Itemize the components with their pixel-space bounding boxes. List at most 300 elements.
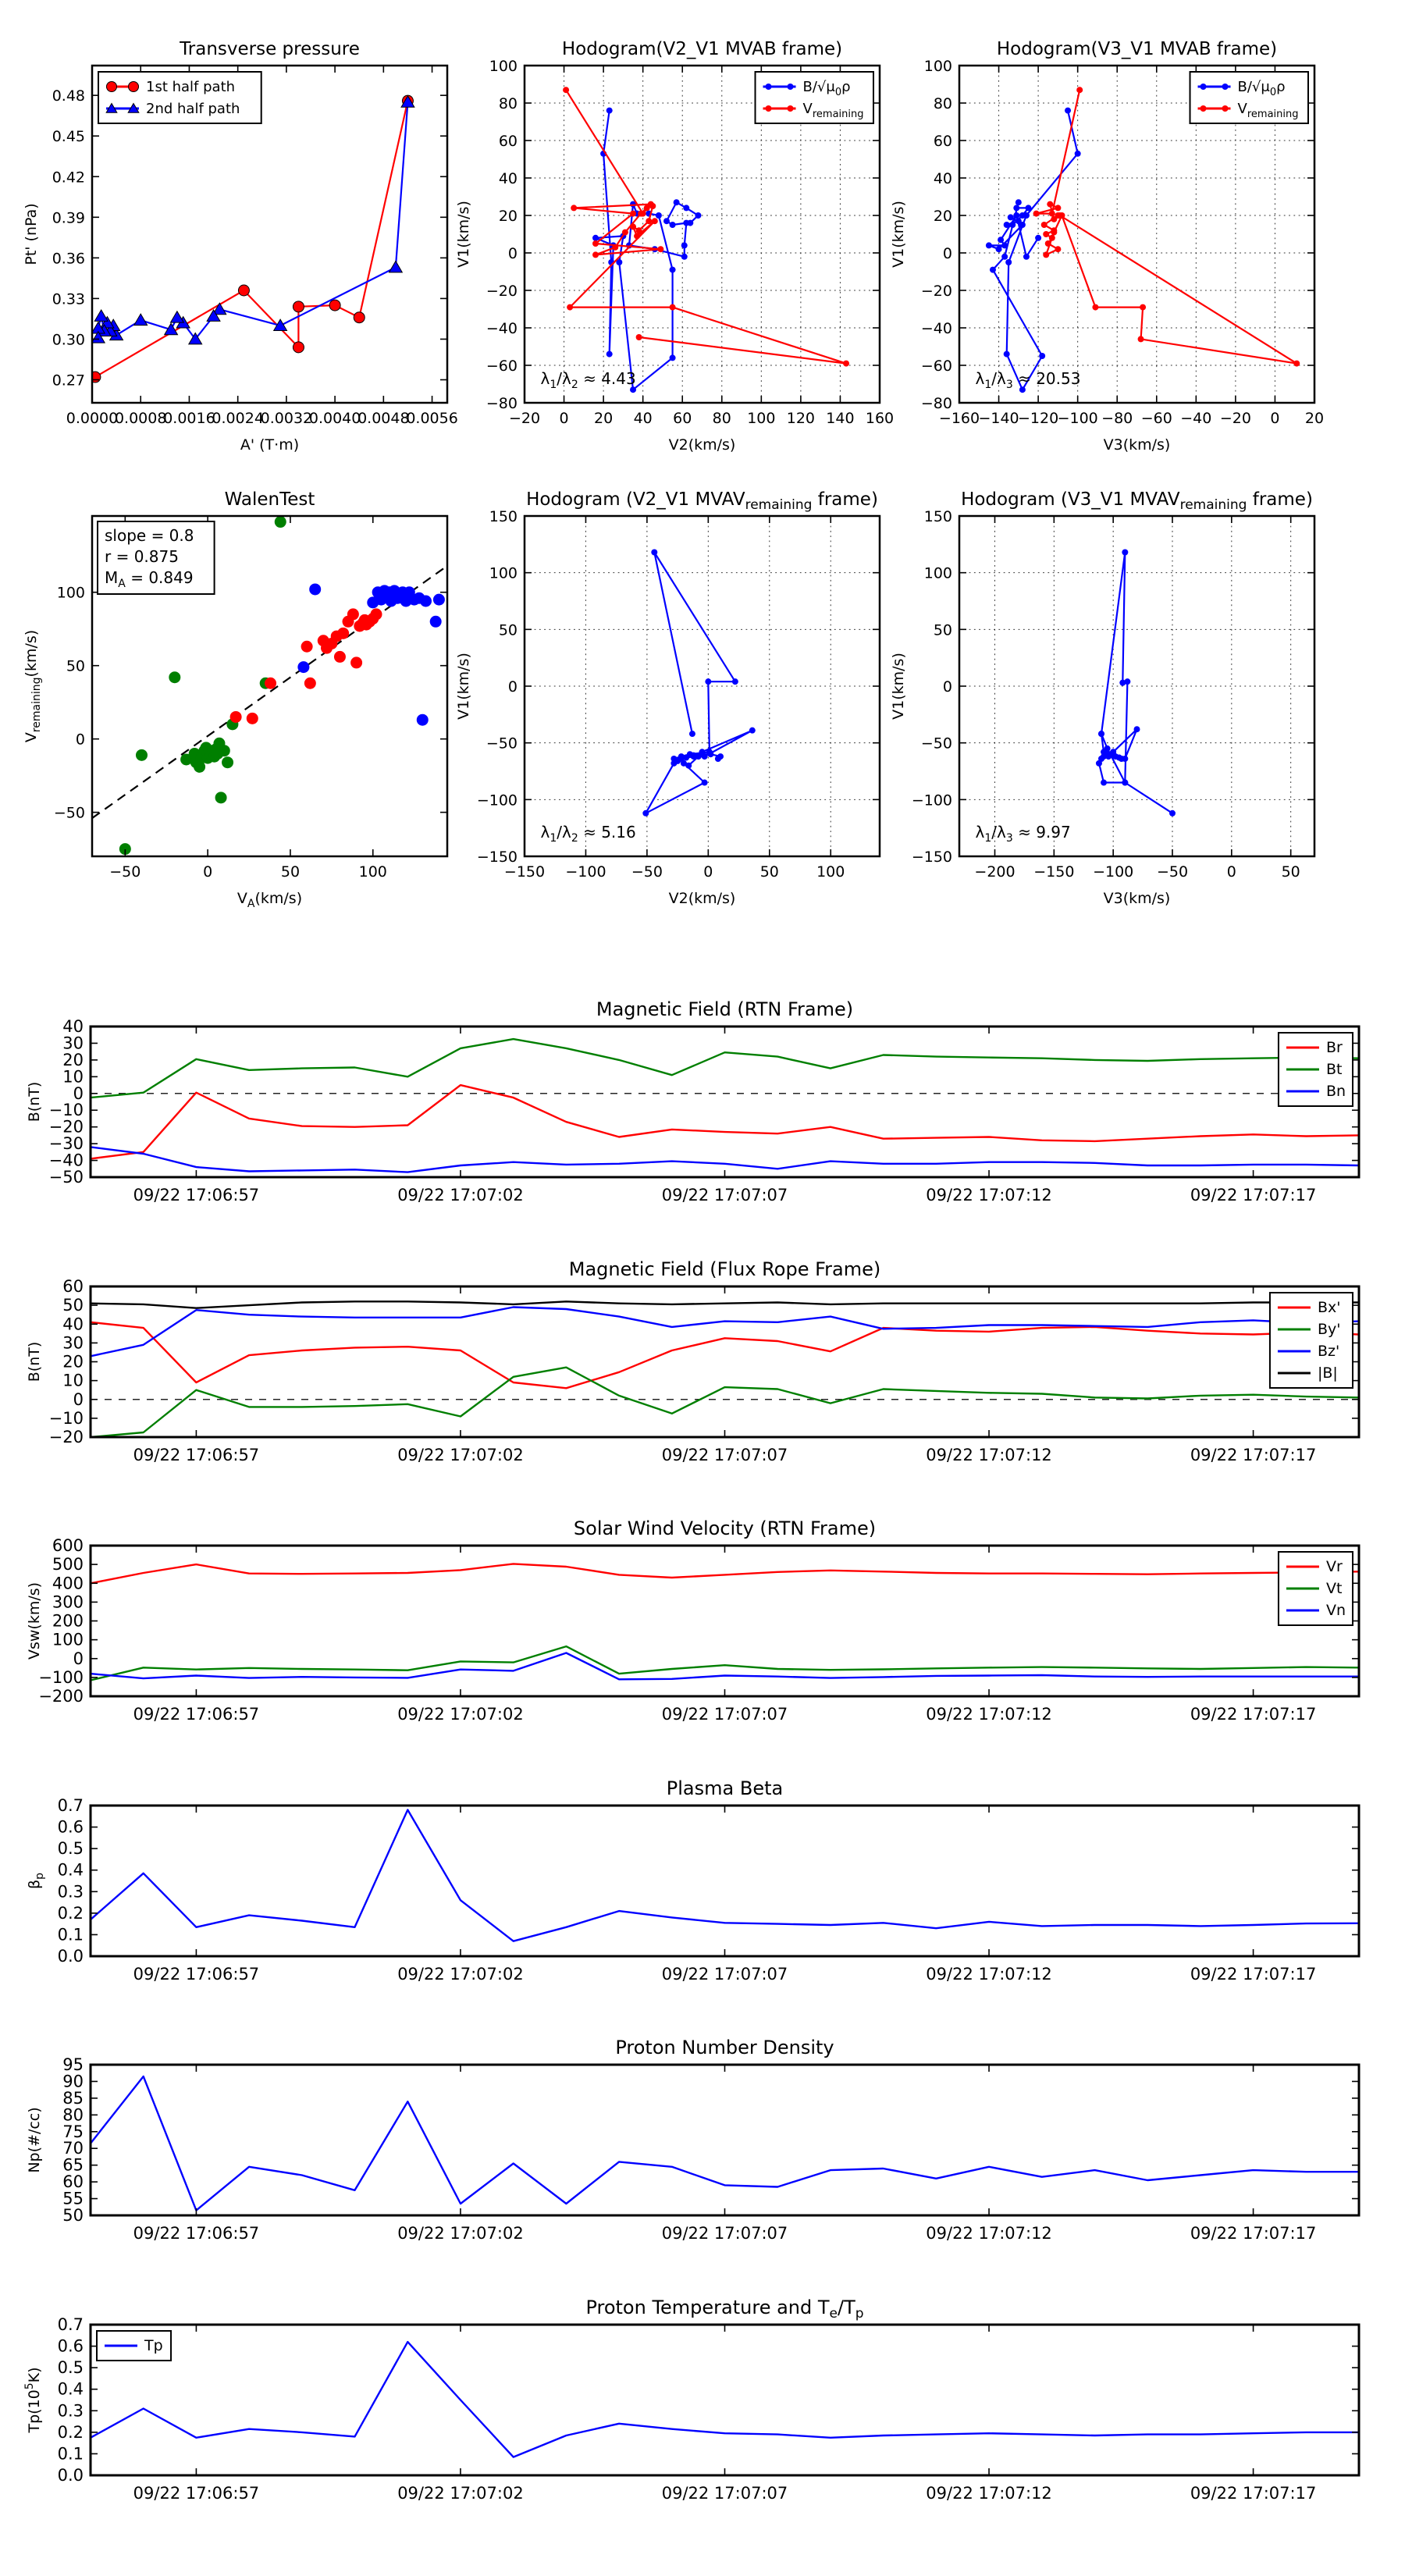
marker-dot <box>715 756 721 762</box>
marker-dot <box>670 354 676 361</box>
marker-dot <box>1138 336 1144 342</box>
marker-scatter <box>347 608 359 620</box>
marker-dot <box>1043 231 1049 237</box>
x-tick-label: 09/22 17:07:02 <box>397 1186 524 1204</box>
marker-dot <box>657 246 663 252</box>
x-tick-label: 09/22 17:07:07 <box>661 2484 788 2503</box>
y-tick-label: 20 <box>498 208 518 225</box>
marker-dot <box>1009 222 1016 228</box>
marker-dot <box>656 212 662 219</box>
marker-dot <box>630 223 636 229</box>
marker-dot <box>695 212 701 219</box>
marker-dot <box>1016 199 1022 205</box>
x-tick-label: 0 <box>1226 863 1236 881</box>
marker-scatter <box>433 594 445 606</box>
marker-dot <box>592 235 599 241</box>
marker-dot <box>644 205 650 211</box>
series-Bt <box>91 1039 1359 1098</box>
x-tick-label: 0.0040 <box>308 410 361 427</box>
x-tick-label: −100 <box>565 863 606 881</box>
marker-dot <box>1098 731 1104 737</box>
marker-dot <box>630 211 636 217</box>
y-tick-label: 0.2 <box>57 2422 84 2442</box>
series-V remaining <box>1037 90 1297 363</box>
x-tick-label: 09/22 17:07:07 <box>661 1705 788 1724</box>
y-tick-label: 0.6 <box>57 1817 84 1837</box>
axes-frame <box>91 1806 1359 1956</box>
chart-hodogram-v2v1-mvab <box>455 39 894 454</box>
y-tick-label: −20 <box>48 1117 84 1137</box>
marker-dot <box>670 760 677 767</box>
marker-dot <box>1051 229 1057 236</box>
marker-triangle <box>134 314 148 325</box>
lambda-annotation: $\lambda_1/\lambda_2 \approx 5.16$ <box>540 823 636 845</box>
hodogram-v3v1-mvab-xlabel: V3(km/s) <box>1103 436 1171 454</box>
x-tick-label: −80 <box>1101 410 1133 427</box>
chart-magnetic-field-fluxrope <box>26 1258 1359 1464</box>
marker-triangle <box>389 262 402 272</box>
hodogram-v2v1-mvav-title: Hodogram (V2_V1 $MVAV_{remaining}$ frame) <box>526 489 878 513</box>
y-tick-label: −50 <box>48 1168 84 1187</box>
x-tick-label: −200 <box>974 863 1016 881</box>
marker-scatter <box>301 641 313 653</box>
y-tick-label: 0.0 <box>57 2466 84 2485</box>
marker-dot <box>678 756 685 762</box>
hodogram-v2v1-mvab-xlabel: V2(km/s) <box>668 436 736 454</box>
chart-hodogram-v3v1-mvab <box>890 39 1324 454</box>
proton-density-ylabel: Np(#/cc) <box>26 2107 43 2173</box>
legend-label: Tp <box>144 2337 163 2354</box>
marker-circle <box>107 82 117 92</box>
marker-dot <box>691 753 697 760</box>
marker-circle <box>293 301 304 312</box>
x-tick-label: 09/22 17:07:17 <box>1190 1186 1317 1204</box>
x-tick-label: 09/22 17:06:57 <box>133 2484 260 2503</box>
marker-triangle <box>94 310 108 321</box>
x-tick-label: −100 <box>1057 410 1098 427</box>
marker-scatter <box>304 678 316 689</box>
y-tick-label: −80 <box>486 395 518 412</box>
y-tick-label: 0.5 <box>57 1839 84 1859</box>
x-tick-label: 100 <box>816 863 845 881</box>
transverse-pressure-xlabel: A' (T·m) <box>240 436 300 454</box>
marker-dot <box>749 728 756 734</box>
marker-dot <box>732 678 738 685</box>
hodogram-v2v1-mvab-title: Hodogram(V2_V1 MVAB frame) <box>561 39 843 59</box>
x-tick-label: 09/22 17:07:12 <box>926 2484 1052 2503</box>
axes-frame <box>91 1546 1359 1696</box>
magnetic-field-fluxrope-ylabel: B(nT) <box>26 1341 43 1382</box>
hodogram-v2v1-mvav-ylabel: V1(km/s) <box>455 653 472 720</box>
x-tick-label: 50 <box>1281 863 1300 881</box>
marker-scatter <box>417 714 429 726</box>
x-tick-label: 0 <box>203 863 213 881</box>
y-tick-label: 0 <box>942 245 952 262</box>
x-tick-label: 50 <box>759 863 779 881</box>
y-tick-label: 0.7 <box>57 1796 84 1815</box>
marker-scatter <box>430 616 442 628</box>
x-tick-label: 09/22 17:07:07 <box>661 1446 788 1464</box>
x-tick-label: −160 <box>938 410 980 427</box>
marker-dot <box>1023 254 1030 260</box>
marker-dot <box>670 267 676 273</box>
y-tick-label: 100 <box>52 1630 84 1649</box>
chart-plasma-beta <box>26 1777 1359 1984</box>
y-tick-label: 0.0 <box>57 1947 84 1966</box>
marker-dot <box>687 220 693 226</box>
marker-circle <box>354 312 365 323</box>
legend-label: 1st half path <box>146 79 236 95</box>
y-tick-label: 80 <box>933 95 952 112</box>
x-tick-label: −50 <box>1156 863 1189 881</box>
legend <box>1279 1033 1353 1106</box>
marker-scatter <box>222 756 233 768</box>
marker-dot <box>990 267 996 273</box>
x-tick-label: 09/22 17:07:12 <box>926 2224 1052 2243</box>
solar-wind-velocity-title: Solar Wind Velocity (RTN Frame) <box>573 1517 877 1539</box>
legend-label: Vr <box>1325 1558 1343 1575</box>
y-tick-label: 70 <box>62 2139 84 2158</box>
marker-dot <box>996 246 1002 252</box>
y-tick-label: 30 <box>62 1034 84 1053</box>
y-tick-label: 150 <box>923 508 952 525</box>
series-Bx' <box>91 1322 1359 1389</box>
marker-dot <box>1140 304 1146 311</box>
marker-dot <box>689 731 695 737</box>
y-tick-label: 50 <box>498 621 518 639</box>
chart-proton-density <box>26 2037 1359 2243</box>
solar-wind-velocity-ylabel: Vsw(km/s) <box>26 1582 43 1660</box>
y-tick-label: 50 <box>66 657 85 675</box>
marker-dot <box>1041 222 1048 228</box>
chart-solar-wind-velocity <box>26 1517 1359 1724</box>
marker-dot <box>642 810 649 817</box>
y-tick-label: 0 <box>507 245 518 262</box>
marker-dot <box>1033 211 1040 217</box>
y-tick-label: 0 <box>75 731 85 749</box>
axes-frame <box>91 1286 1359 1437</box>
marker-dot <box>766 84 772 90</box>
marker-dot <box>1049 235 1055 241</box>
y-tick-label: −40 <box>48 1151 84 1170</box>
y-tick-label: −150 <box>476 849 518 866</box>
marker-dot <box>1122 780 1128 786</box>
x-tick-label: −50 <box>631 863 663 881</box>
y-tick-label: −20 <box>486 283 518 300</box>
marker-dot <box>1076 87 1083 93</box>
lambda-annotation: $\lambda_1/\lambda_3 \approx 9.97$ <box>975 823 1071 845</box>
series-Tp <box>91 2342 1359 2457</box>
y-tick-label: 100 <box>923 58 952 75</box>
x-tick-label: 09/22 17:07:17 <box>1190 1446 1317 1464</box>
x-tick-label: 09/22 17:07:17 <box>1190 2224 1317 2243</box>
marker-dot <box>1008 214 1014 220</box>
x-tick-label: 09/22 17:07:12 <box>926 1705 1052 1724</box>
magnetic-field-rtn-ylabel: B(nT) <box>26 1081 43 1123</box>
x-tick-label: −140 <box>978 410 1019 427</box>
y-tick-label: 0.3 <box>57 1882 84 1902</box>
marker-dot <box>1124 678 1130 685</box>
y-tick-label: 0.7 <box>57 2315 84 2334</box>
series-V remaining <box>1099 553 1172 813</box>
proton-density-title: Proton Number Density <box>615 2037 834 2058</box>
marker-dot <box>1134 726 1140 732</box>
x-tick-label: 0 <box>1270 410 1280 427</box>
y-tick-label: −50 <box>920 735 952 753</box>
marker-dot <box>1293 361 1300 367</box>
y-tick-label: 100 <box>489 564 518 582</box>
y-tick-label: 20 <box>933 208 952 225</box>
marker-dot <box>649 203 656 209</box>
y-tick-label: 400 <box>52 1574 84 1593</box>
y-tick-label: −100 <box>911 792 952 809</box>
y-tick-label: −20 <box>48 1428 84 1446</box>
y-tick-label: −50 <box>486 735 518 753</box>
x-tick-label: 09/22 17:07:12 <box>926 1446 1052 1464</box>
y-tick-label: 0.27 <box>52 372 85 390</box>
lambda-annotation: $\lambda_1/\lambda_3 \approx 20.53$ <box>975 369 1081 392</box>
marker-dot <box>1075 151 1081 157</box>
marker-dot <box>651 550 657 556</box>
marker-dot <box>788 84 794 90</box>
y-tick-label: 50 <box>933 621 952 639</box>
x-tick-label: 0 <box>559 410 569 427</box>
x-tick-label: 20 <box>594 410 614 427</box>
chart-magnetic-field-rtn <box>26 998 1359 1204</box>
x-tick-label: 100 <box>747 410 776 427</box>
marker-scatter <box>420 596 432 607</box>
lambda-annotation: $\lambda_1/\lambda_2 \approx 4.43$ <box>540 369 636 392</box>
x-tick-label: 0.0056 <box>406 410 458 427</box>
y-tick-label: −50 <box>53 804 85 822</box>
y-tick-label: 75 <box>62 2122 84 2141</box>
x-tick-label: −40 <box>1180 410 1212 427</box>
y-tick-label: 0.45 <box>52 128 85 146</box>
legend <box>756 72 873 123</box>
y-tick-label: 100 <box>56 584 85 602</box>
y-tick-label: 90 <box>62 2072 84 2091</box>
x-tick-label: 09/22 17:06:57 <box>133 2224 260 2243</box>
marker-dot <box>636 334 642 340</box>
marker-dot <box>652 218 658 224</box>
y-tick-label: 100 <box>923 564 952 582</box>
marker-dot <box>683 205 689 211</box>
marker-dot <box>1019 212 1026 219</box>
x-tick-label: 09/22 17:07:02 <box>397 2224 524 2243</box>
x-tick-label: 09/22 17:07:12 <box>926 1965 1052 1984</box>
legend-label: |B| <box>1317 1364 1338 1382</box>
marker-scatter <box>337 628 349 639</box>
x-tick-label: 0.0016 <box>163 410 215 427</box>
y-tick-label: 85 <box>62 2088 84 2108</box>
series-B/sqrt(mu0 rho) <box>989 111 1078 390</box>
marker-dot <box>1101 780 1107 786</box>
magnetic-field-rtn-title: Magnetic Field (RTN Frame) <box>596 998 854 1020</box>
marker-dot <box>1200 105 1207 112</box>
marker-dot <box>592 240 599 247</box>
stats-line: r = 0.875 <box>105 547 179 566</box>
axes-frame <box>91 2065 1359 2215</box>
y-tick-label: 0.1 <box>57 2444 84 2464</box>
x-tick-label: 80 <box>712 410 731 427</box>
y-tick-label: −30 <box>48 1134 84 1154</box>
y-tick-label: 80 <box>498 95 518 112</box>
hodogram-v3v1-mvab-title: Hodogram(V3_V1 MVAB frame) <box>996 39 1278 59</box>
marker-dot <box>1200 84 1207 90</box>
axes-frame <box>91 2325 1359 2475</box>
series-2nd half path <box>98 102 408 340</box>
x-tick-label: −150 <box>503 863 546 881</box>
marker-dot <box>1096 760 1102 767</box>
x-tick-label: −100 <box>1093 863 1134 881</box>
y-tick-label: 600 <box>52 1536 84 1555</box>
y-tick-label: −10 <box>48 1101 84 1120</box>
series-Np <box>91 2076 1359 2211</box>
y-tick-label: 0.42 <box>52 169 85 187</box>
marker-dot <box>1049 211 1055 217</box>
hodogram-v3v1-mvav-xlabel: V3(km/s) <box>1103 890 1171 907</box>
x-tick-label: 09/22 17:07:02 <box>397 1965 524 1984</box>
legend <box>1279 1552 1353 1625</box>
y-tick-label: 0 <box>73 1083 84 1103</box>
marker-dot <box>1019 222 1026 228</box>
marker-dot <box>1122 550 1128 556</box>
x-tick-label: 0.0032 <box>260 410 313 427</box>
chart-hodogram-v2v1-mvav <box>455 489 880 907</box>
chart-hodogram-v3v1-mvav <box>890 489 1314 907</box>
y-tick-label: −100 <box>476 792 518 809</box>
legend-label: Vn <box>1325 1602 1346 1619</box>
x-tick-label: −20 <box>1219 410 1251 427</box>
y-tick-label: 0.1 <box>57 1925 84 1944</box>
legend <box>1190 72 1308 123</box>
x-tick-label: 140 <box>826 410 855 427</box>
x-tick-label: 09/22 17:07:17 <box>1190 1705 1317 1724</box>
series-beta p <box>91 1810 1359 1941</box>
legend-label: $B/√\mu_0\rho$ <box>802 79 851 98</box>
marker-dot <box>1045 240 1051 247</box>
y-tick-label: 50 <box>62 2206 84 2225</box>
y-tick-label: 0.3 <box>57 2401 84 2421</box>
y-tick-label: 0.5 <box>57 2358 84 2378</box>
marker-dot <box>1122 756 1128 762</box>
marker-dot <box>1043 251 1049 258</box>
marker-dot <box>702 780 708 786</box>
x-tick-label: 09/22 17:07:07 <box>661 1186 788 1204</box>
chart-transverse-pressure <box>23 39 458 454</box>
marker-dot <box>986 242 992 248</box>
x-tick-label: 0.0000 <box>66 410 119 427</box>
x-tick-label: 0.0024 <box>212 410 264 427</box>
series-|B| <box>91 1301 1359 1308</box>
legend-label: $V_{remaining}$ <box>802 101 864 120</box>
y-tick-label: 30 <box>62 1333 84 1353</box>
legend-label: Bn <box>1325 1083 1346 1100</box>
legend-label: $B/√\mu_0\rho$ <box>1237 79 1286 98</box>
marker-scatter <box>230 711 242 723</box>
y-tick-label: 0.30 <box>52 331 85 349</box>
marker-dot <box>1005 259 1012 265</box>
x-tick-label: 40 <box>633 410 653 427</box>
marker-dot <box>646 218 652 224</box>
marker-dot <box>1055 246 1061 252</box>
walen-test-xlabel: $V_A(km/s)$ <box>237 890 303 910</box>
stats-line: slope = 0.8 <box>105 526 194 545</box>
marker-dot <box>674 199 680 205</box>
proton-temperature-title: Proton Temperature and $T_e/T_p$ <box>585 2297 864 2322</box>
hodogram-v3v1-mvab-ylabel: V1(km/s) <box>890 201 907 268</box>
marker-dot <box>1001 242 1008 248</box>
marker-dot <box>1025 205 1031 211</box>
y-tick-label: 0.6 <box>57 2336 84 2356</box>
marker-scatter <box>169 671 180 683</box>
marker-dot <box>843 361 849 367</box>
marker-dot <box>638 211 644 217</box>
y-tick-label: −60 <box>486 358 518 375</box>
y-tick-label: 0.36 <box>52 250 85 268</box>
marker-dot <box>1047 201 1053 208</box>
y-tick-label: −60 <box>920 358 952 375</box>
x-tick-label: 160 <box>865 410 895 427</box>
marker-dot <box>1092 304 1098 311</box>
marker-dot <box>1001 254 1008 260</box>
y-tick-label: 60 <box>62 1277 84 1296</box>
marker-scatter <box>297 661 309 673</box>
marker-dot <box>1035 235 1041 241</box>
y-tick-label: 50 <box>62 1296 84 1315</box>
x-tick-label: 0.0048 <box>357 410 410 427</box>
marker-dot <box>1013 205 1019 211</box>
x-tick-label: −120 <box>1018 410 1059 427</box>
marker-dot <box>766 105 772 112</box>
marker-scatter <box>309 583 321 595</box>
x-tick-label: 0 <box>703 863 713 881</box>
marker-dot <box>681 254 688 260</box>
x-tick-label: 100 <box>358 863 387 881</box>
legend <box>1270 1293 1353 1388</box>
walen-test-ylabel: $V_{remaining}(km/s)$ <box>23 629 43 743</box>
marker-circle <box>329 300 340 311</box>
hodogram-v2v1-mvab-ylabel: V1(km/s) <box>455 201 472 268</box>
hodogram-v3v1-mvav-ylabel: V1(km/s) <box>890 653 907 720</box>
x-tick-label: −60 <box>1140 410 1172 427</box>
y-tick-label: 0.48 <box>52 87 85 105</box>
marker-dot <box>663 218 670 224</box>
y-tick-label: −150 <box>911 849 952 866</box>
marker-dot <box>1004 351 1010 358</box>
proton-temperature-ylabel: $Tp(10^5K)$ <box>23 2367 43 2433</box>
y-tick-label: 100 <box>489 58 518 75</box>
legend-label: Vt <box>1325 1580 1343 1597</box>
marker-triangle <box>170 311 183 322</box>
y-tick-label: 65 <box>62 2155 84 2175</box>
y-tick-label: 55 <box>62 2189 84 2208</box>
marker-dot <box>567 304 573 311</box>
x-tick-label: 60 <box>673 410 692 427</box>
y-tick-label: 300 <box>52 1592 84 1612</box>
series-Bn <box>91 1147 1359 1172</box>
x-tick-label: 09/22 17:07:02 <box>397 1446 524 1464</box>
y-tick-label: 0.2 <box>57 1903 84 1923</box>
y-tick-label: 150 <box>489 508 518 525</box>
y-tick-label: 95 <box>62 2055 84 2074</box>
y-tick-label: 0.39 <box>52 209 85 227</box>
marker-dot <box>788 105 794 112</box>
legend-label: Br <box>1325 1039 1343 1056</box>
x-tick-label: 09/22 17:07:02 <box>397 1705 524 1724</box>
marker-dot <box>1169 810 1176 817</box>
legend-label: 2nd half path <box>146 101 240 117</box>
